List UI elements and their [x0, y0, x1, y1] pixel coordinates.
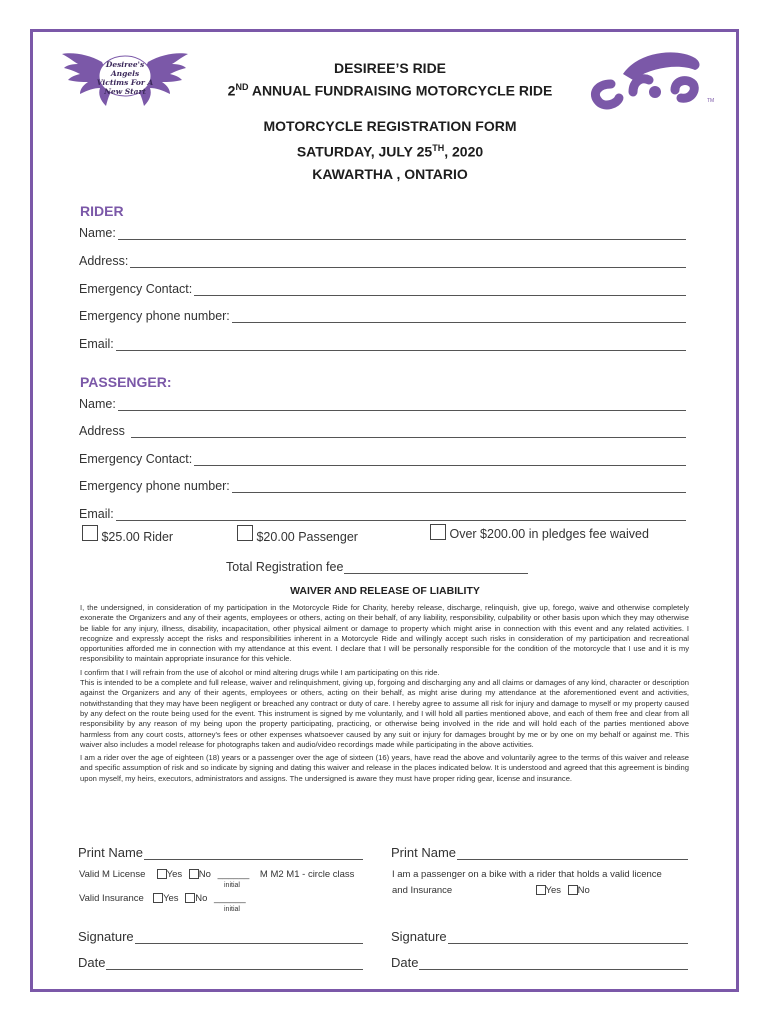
- insurance-initial-label: initial: [224, 906, 240, 913]
- fee-passenger-option[interactable]: $20.00 Passenger: [237, 525, 358, 541]
- logo-line: Desiree's Angels: [105, 60, 145, 78]
- license-row: Valid M License Yes No ______ M M2 M1 - circle class: [79, 869, 355, 880]
- license-initial-label: initial: [224, 882, 240, 889]
- rider-emergency-phone-field[interactable]: Emergency phone number:: [79, 307, 686, 323]
- rider-email-field[interactable]: Email:: [79, 335, 686, 351]
- logo-line: New Start: [104, 87, 146, 96]
- waiver-paragraph: I confirm that I will refrain from the use of alcohol or mind altering drugs while I am participating on this ride.: [80, 667, 440, 677]
- passenger-name-field[interactable]: Name:: [79, 395, 686, 411]
- rider-signature-field[interactable]: Signature: [78, 929, 363, 944]
- waiver-paragraph: I am a rider over the age of eighteen (18) years or a passenger over the age of sixteen (16) years, have read the above and voluntarily agree to the terms of this waiver and release and specific assumption of risk and so indicate by signing and dating this waiver and release in the places indicated below. It is understood and agreed that this agreement is binding upon myself, my heirs, executors, administrators and assigns. The undersigned is aware they must have proper riding gear, license and insurance.: [80, 753, 689, 783]
- insurance-no-checkbox[interactable]: [185, 893, 195, 903]
- insurance-yes-checkbox[interactable]: [153, 893, 163, 903]
- fee-pledges-option[interactable]: Over $200.00 in pledges fee waived: [430, 524, 649, 540]
- license-class-options[interactable]: M M2 M1 - circle class: [259, 869, 355, 880]
- event-date: SATURDAY, JULY 25TH, 2020: [296, 143, 484, 160]
- motorcycle-logo: [583, 44, 715, 110]
- form-title: MOTORCYCLE REGISTRATION FORM: [263, 118, 517, 134]
- passenger-heading: PASSENGER:: [80, 374, 172, 390]
- event-location: KAWARTHA , ONTARIO: [312, 166, 468, 182]
- license-no-checkbox[interactable]: [189, 869, 199, 879]
- license-initial-blank[interactable]: ______: [217, 869, 250, 880]
- insurance-initial-blank[interactable]: ______: [214, 893, 246, 904]
- fee-rider-option[interactable]: $25.00 Rider: [82, 525, 173, 541]
- passenger-date-field[interactable]: Date: [391, 955, 688, 970]
- total-fee-field[interactable]: Total Registration fee: [226, 560, 528, 574]
- passenger-email-field[interactable]: Email:: [79, 505, 686, 521]
- passenger-emergency-phone-field[interactable]: Emergency phone number:: [79, 477, 686, 493]
- waiver-heading: WAIVER AND RELEASE OF LIABILITY: [290, 585, 480, 597]
- event-subtitle: 2ND ANNUAL FUNDRAISING MOTORCYCLE RIDE: [227, 82, 553, 99]
- waiver-text: [80, 603, 689, 787]
- fee-passenger-checkbox[interactable]: [237, 525, 253, 541]
- event-title: DESIREE’S RIDE: [333, 60, 447, 76]
- angels-logo: [62, 48, 188, 120]
- passenger-yes-checkbox[interactable]: [536, 885, 546, 895]
- passenger-no-checkbox[interactable]: [568, 885, 578, 895]
- passenger-note: I am a passenger on a bike with a rider that holds a valid licence and Insurance Yes No: [392, 869, 662, 896]
- trademark-label: TM: [707, 98, 715, 104]
- rider-emergency-contact-field[interactable]: Emergency Contact:: [79, 280, 686, 296]
- passenger-print-name-field[interactable]: Print Name: [391, 845, 688, 860]
- passenger-signature-field[interactable]: Signature: [391, 929, 688, 944]
- fee-pledges-checkbox[interactable]: [430, 524, 446, 540]
- waiver-paragraph: This is intended to be a complete and full release, waiver and relinquishment, giving up, forgoing and discharging any and all claims or damages of any kind, character or description against the Organizers and any of their agents, employees or others, acting on their behalf, as might arise during my attendance at the aforementioned event and activities, notwithstanding that they may have been negligent or breached any contract or duty of care. I hereby agree to assume all risk for injury and damage to myself or my property caused by any defect on the route being used for the event. This instrument is signed by me voluntarily, and I will hold all parties mentioned above, and each of them free and clear from all responsibility by any reason of my being upon the property participating, practicing, or otherwise being involved in the ride and will hold each of the parties mentioned above harmless from any court costs, attorney's fees or other expenses whatsoever caused by any suit or injury for damages brought by me or by one on my behalf or against me. This waiver also includes a model release for photographs taken and audio/video recordings made while participating in the above activities.: [80, 678, 689, 749]
- chopper-icon: [583, 44, 715, 110]
- passenger-address-field[interactable]: Address: [79, 422, 686, 438]
- insurance-row: Valid Insurance Yes No ______: [79, 893, 246, 904]
- license-yes-checkbox[interactable]: [157, 869, 167, 879]
- rider-name-field[interactable]: Name:: [79, 224, 686, 240]
- waiver-paragraph: I, the undersigned, in consideration of my participation in the Motorcycle Ride for Charity, hereby release, discharge, relinquish, give up, forego, waive and otherwise completely exonerate the Organizers and any of their agents, employees or others, acting on their behalf, of any liability, responsibility, culpability or other basis upon which they may otherwise be liable for any injury, illness, disability, incapacitation, other physical ailment or damage to property which might arise in connection with this event and any related activities. I recognize and expressly accept the risks and responsibilities inherent in a Motorcycle Ride and willingly accept such risks in consideration of my participation and recreational opportunities afforded me in connection with my attendance at this event. I declare that I will be personally responsible for the condition of the motorcycle that I use and it is my responsibility to maintain appropriate insurance for this vehicle.: [80, 603, 689, 664]
- rider-address-field[interactable]: Address:: [79, 252, 686, 268]
- logo-line: Victims For A: [96, 78, 154, 87]
- passenger-emergency-contact-field[interactable]: Emergency Contact:: [79, 450, 686, 466]
- fee-rider-checkbox[interactable]: [82, 525, 98, 541]
- rider-print-name-field[interactable]: Print Name: [78, 845, 363, 860]
- rider-heading: RIDER: [80, 203, 124, 219]
- rider-date-field[interactable]: Date: [78, 955, 363, 970]
